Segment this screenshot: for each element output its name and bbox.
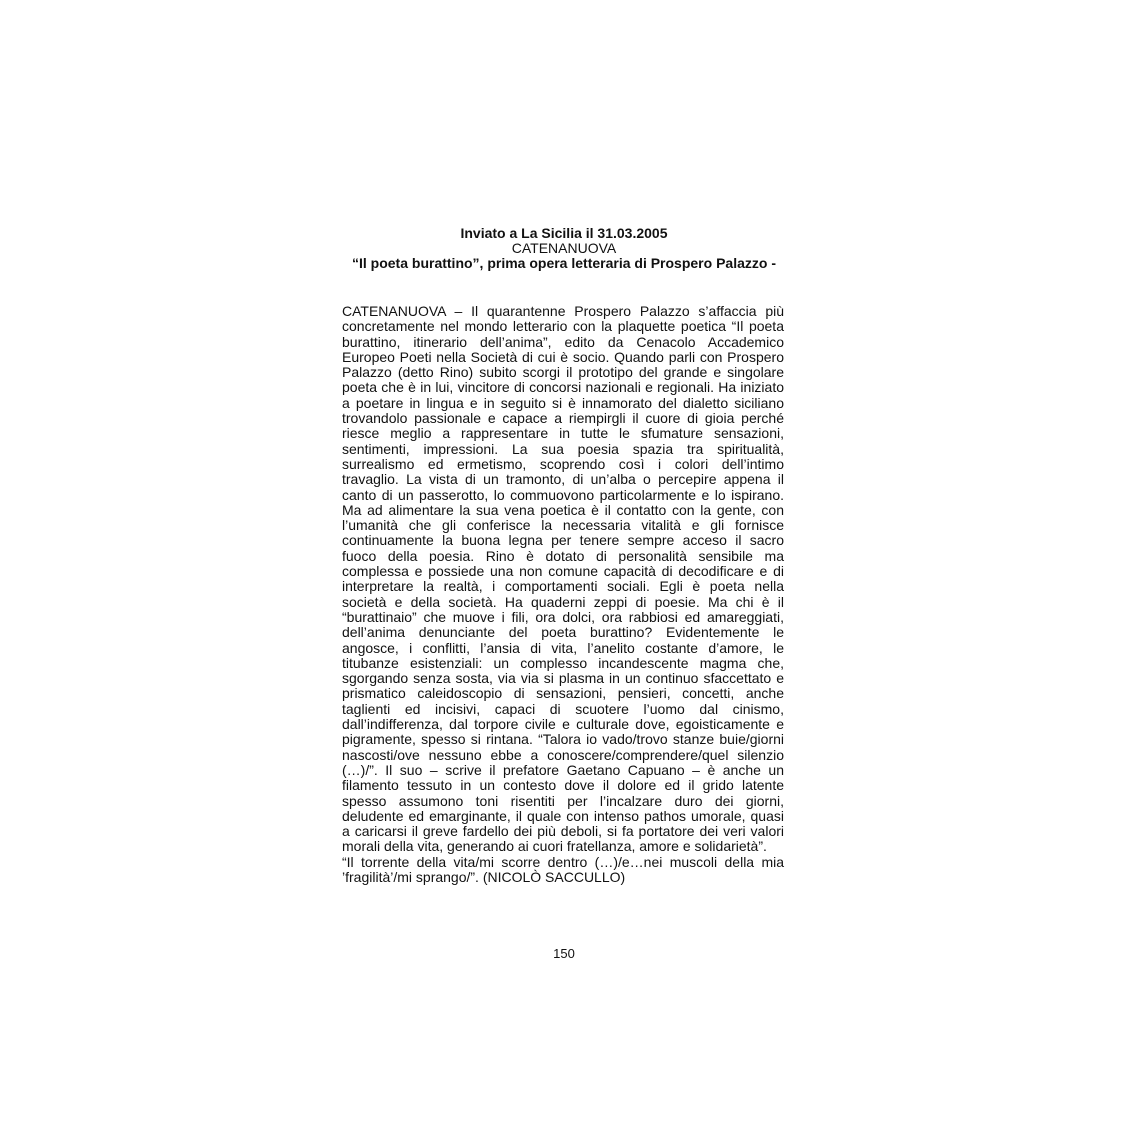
article-line: angosce, i conflitti, l’ansia di vita, l’anelito costante d’amore, le [342, 639, 784, 656]
article-body [342, 304, 784, 885]
article-line: burattino, itinerario dell’anima”, edito da Cenacolo Accademico [342, 333, 784, 350]
article-line: “burattinaio” che muove i fili, ora dolci, ora rabbiosi ed amareggiati, [342, 608, 784, 625]
article-line: continuamente la buona legna per tenere sempre acceso il sacro [342, 532, 784, 549]
article-line: dell’anima denunciante del poeta burattino? Evidentemente le [342, 624, 784, 641]
article-line: società e della società. Ha quaderni zeppi di poesie. Ma chi è il [342, 593, 784, 610]
article-line: sgorgando senza sosta, via via si plasma in un continuo sfaccettato e [342, 670, 784, 687]
page-number: 150 [553, 946, 575, 961]
article-subtitle: “Il poeta burattino”, prima opera letteraria di Prospero Palazzo - [352, 255, 776, 271]
article-line: canto di un passerotto, lo commuovono particolarmente e lo ispirano. [342, 486, 784, 503]
article-line: titubanze esistenziali: un complesso incandescente magma che, [342, 654, 784, 671]
article-line: a poetare in lingua e in seguito si è innamorato del dialetto siciliano [342, 394, 784, 411]
article-line: poeta che è in lui, vincitore di concorsi nazionali e regionali. Ha iniziato [342, 379, 784, 396]
article-header [300, 226, 828, 271]
article-line: fuoco della poesia. Rino è dotato di personalità sensibile ma [342, 547, 784, 564]
article-line: interpretare la realtà, i comportamenti sociali. Egli è poeta nella [342, 578, 784, 595]
article-line: taglienti ed incisivi, capaci di scuotere l’uomo dal cinismo, [342, 700, 784, 717]
article-line: filamento tessuto in un contesto dove il dolore ed il grido latente [342, 777, 784, 794]
article-line: pigramente, spesso si rintana. “Talora io vado/trovo stanze buie/giorni [342, 731, 784, 748]
article-line: CATENANUOVA – Il quarantenne Prospero Palazzo s’affaccia più [342, 303, 784, 319]
article-line: morali della vita, generando ai cuori fratellanza, amore e solidarietà”. [342, 838, 767, 855]
article-line: sentimenti, impressioni. La sua poesia spazia tra spiritualità, [342, 440, 784, 457]
article-line: concretamente nel mondo letterario con la plaquette poetica “Il poeta [342, 318, 784, 335]
article-line: riesce meglio a rappresentare in tutte le sfumature sensazioni, [342, 425, 784, 442]
article-line: travaglio. La vista di un tramonto, di un’alba o percepire appena il [342, 471, 784, 488]
article-line: spesso assumono toni risentiti per l’incalzare duro dei giorni, [342, 792, 784, 809]
article-line: l’umanità che gli conferisce la necessaria vitalità e gli fornisce [342, 517, 784, 534]
article-line: nascosti/ove nessuno ebbe a conoscere/comprendere/quel silenzio [342, 746, 784, 763]
article-line: Palazzo (detto Rino) subito scorgi il prototipo del grande e singolare [342, 364, 784, 381]
article-line: (…)/”. Il suo – scrive il prefatore Gaetano Capuano – è anche un [342, 761, 784, 778]
article-line: surrealismo ed ermetismo, scoprendo così i colori dell’intimo [342, 455, 784, 472]
article-line: complessa e possiede una non comune capacità di decodificare e di [342, 563, 784, 580]
article-line: ’fragilità’/mi sprango/”. (NICOLÒ SACCULLO) [342, 868, 626, 885]
article-line: dall’indifferenza, dal torpore civile e culturale dove, egoisticamente e [342, 716, 784, 733]
article-line: prismatico caleidoscopio di sensazioni, pensieri, concetti, anche [342, 685, 784, 702]
article-line: “Il torrente della vita/mi scorre dentro (…)/e…nei muscoli della mia [342, 853, 784, 870]
article-line: a caricarsi il greve fardello dei più deboli, si fa portatore dei veri valori [342, 823, 784, 840]
article-title: Inviato a La Sicilia il 31.03.2005 [460, 225, 668, 241]
article-location: CATENANUOVA [511, 240, 617, 256]
article-line: deludente ed emarginante, il quale con intenso pathos umorale, quasi [342, 807, 784, 824]
article-line: trovandolo passionale e capace a riempirgli il cuore di gioia perché [342, 410, 784, 427]
article-line: Ma ad alimentare la sua vena poetica è il contatto con la gente, con [342, 501, 784, 518]
article-line: Europeo Poeti nella Società di cui è socio. Quando parli con Prospero [342, 348, 784, 365]
